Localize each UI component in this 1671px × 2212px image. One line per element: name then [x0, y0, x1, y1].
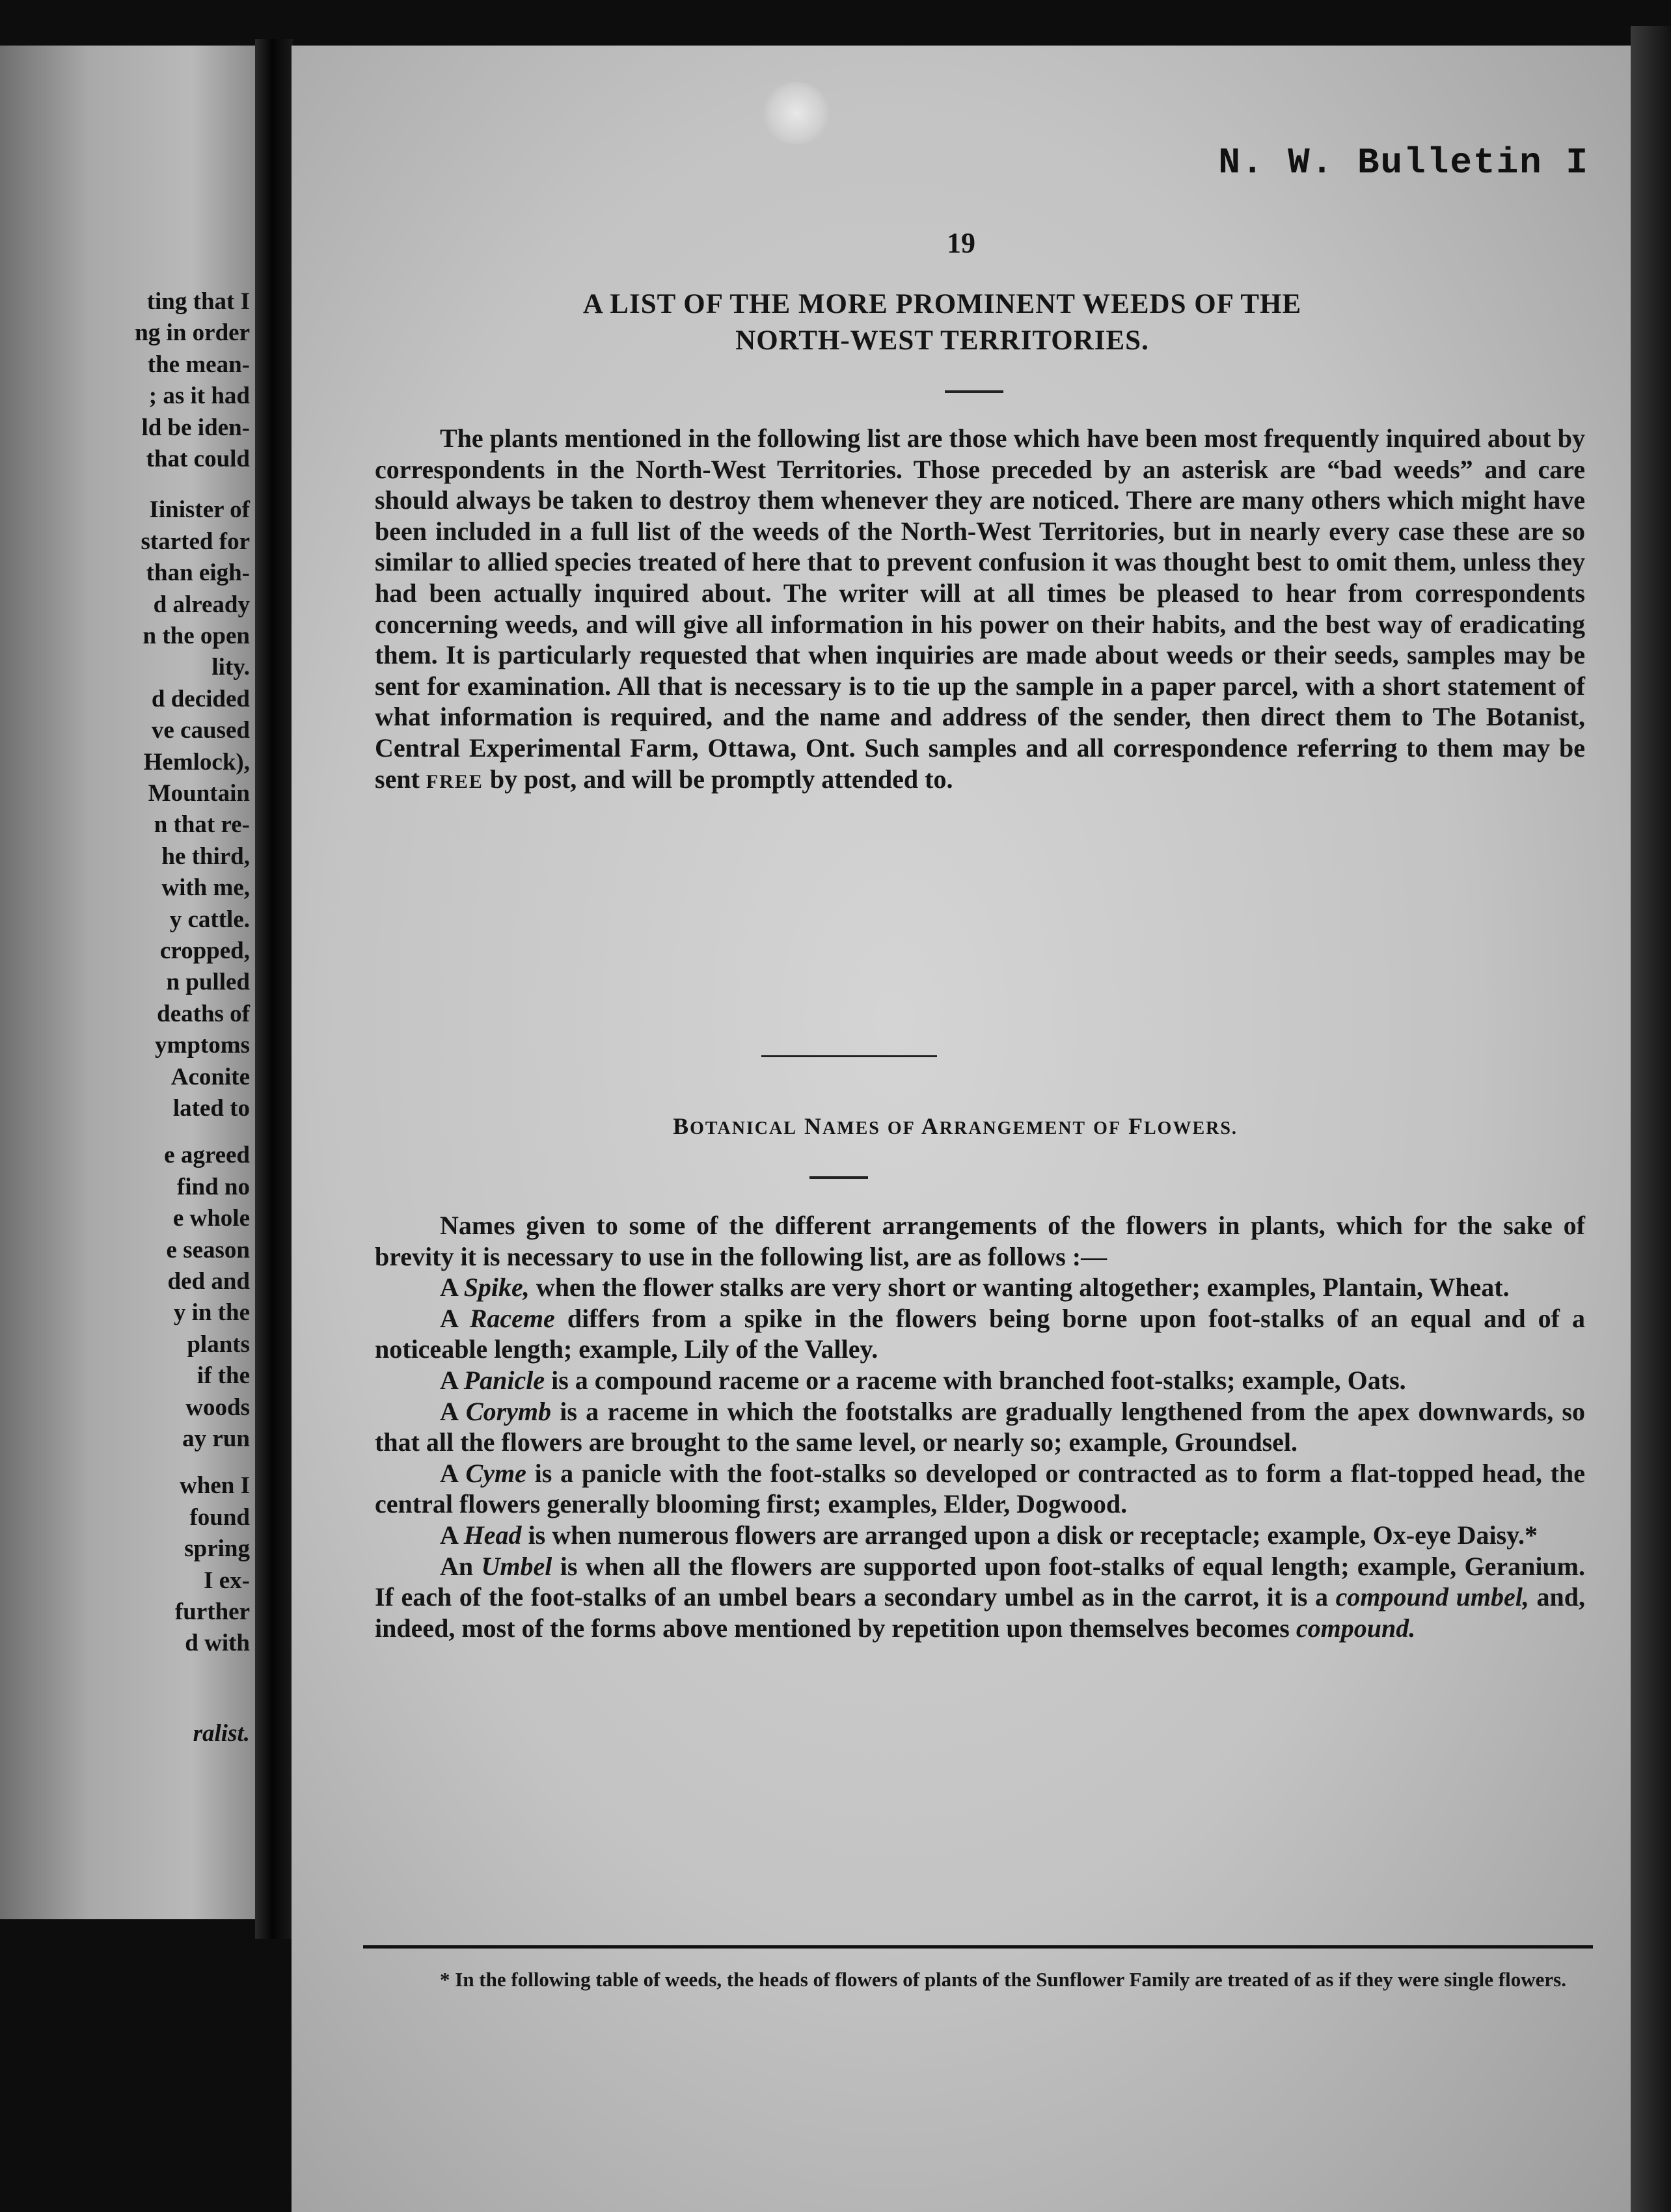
left-page-line: found — [189, 1504, 250, 1531]
left-page-line: d with — [185, 1630, 250, 1657]
left-page-line: ; as it had — [148, 383, 250, 410]
left-page-line: when I — [180, 1472, 250, 1500]
heading-of-2: OF — [1093, 1118, 1121, 1139]
footnote: * In the following table of weeds, the heads of flowers of plants of the Sunflower Family are treated of as if they were single flowers. — [440, 1968, 1566, 1991]
definition-cyme — [375, 1458, 1585, 1520]
left-page-line: ded and — [167, 1268, 250, 1295]
heading-rest-otanical: OTANICAL — [690, 1118, 797, 1139]
cyme-text: is a panicle with the foot-stalks so developed or contracted as to form a flat-topped head, the central flowers generally blooming first; examples, Elder, Dogwood. — [375, 1458, 1585, 1519]
left-page-fragment — [0, 46, 255, 1919]
left-page-line: d already — [153, 591, 250, 618]
term-spike: Spike, — [463, 1273, 530, 1302]
left-page-line: ng in order — [135, 319, 250, 347]
footnote-rule — [363, 1945, 1593, 1949]
left-page-line: spring — [184, 1535, 250, 1563]
corymb-article: A — [440, 1396, 457, 1426]
term-compound-umbel: compound umbel, — [1335, 1582, 1529, 1612]
left-page-line: ve caused — [151, 717, 250, 744]
left-page-line: further — [174, 1598, 250, 1625]
left-page-line: n the open — [143, 623, 250, 649]
left-page-line: that could — [146, 446, 250, 472]
left-page-line: Aconite — [170, 1063, 250, 1090]
left-page-line: he third, — [161, 843, 250, 870]
ink-blot — [761, 82, 832, 144]
definition-raceme — [375, 1303, 1585, 1365]
umbel-text-1: is when all the flowers are supported upon foot-stalks of equal length; example, Geranium. If each of the foot-stalks of an umbel bears a secondary umbel as in the carrot, it is a — [375, 1551, 1586, 1612]
right-page-edge — [1631, 26, 1671, 2212]
page-gutter — [255, 39, 293, 1939]
left-page-line: ting that I — [146, 288, 250, 315]
heading-of: OF — [887, 1118, 916, 1139]
bulletin-label: N. W. Bulletin I — [1218, 142, 1589, 183]
term-compound: compound. — [1296, 1613, 1416, 1643]
title-line-2: NORTH-WEST TERRITORIES. — [735, 325, 1149, 356]
raceme-article: A — [440, 1303, 457, 1333]
left-page-line: find no — [176, 1173, 250, 1200]
term-panicle: Panicle — [463, 1365, 545, 1395]
section-heading — [292, 1113, 1619, 1140]
term-corymb: Corymb — [465, 1396, 552, 1426]
head-article: A — [440, 1520, 457, 1550]
raceme-text: differs from a spike in the flowers being borne upon foot-stalks of an equal and of a noticeable length; example, Lily of the Valley. — [375, 1303, 1586, 1364]
left-page-line: cropped, — [159, 937, 250, 964]
heading-cap-a: A — [921, 1113, 940, 1139]
title-line-1: A LIST OF THE MORE PROMINENT WEEDS OF THE — [582, 289, 1302, 319]
arrangement-intro: Names given to some of the different arrangements of the flowers in plants, which for the sake of brevity it is necessary to use in the following list, are as follows :— — [375, 1211, 1585, 1271]
cyme-article: A — [440, 1458, 457, 1488]
heading-cap-n: N — [804, 1113, 822, 1139]
left-page-line: e season — [166, 1236, 250, 1263]
definition-spike — [375, 1272, 1585, 1303]
corymb-text: is a raceme in which the footstalks are gradually lengthened from the apex downwards, so that all the flowers are brought to the same level, or nearly so; example, Groundsel. — [375, 1396, 1585, 1457]
left-page-line: with me, — [161, 874, 250, 902]
left-page-line: started for — [141, 528, 250, 555]
intro-paragraph — [375, 423, 1585, 797]
definition-panicle — [375, 1365, 1585, 1396]
left-page-line: if the — [197, 1362, 250, 1390]
heading-rest-lowers: LOWERS. — [1143, 1118, 1238, 1139]
section-divider — [761, 1055, 937, 1057]
left-page-line: I ex- — [204, 1567, 250, 1594]
left-page-line: lity. — [211, 654, 250, 681]
term-umbel: Umbel — [481, 1551, 552, 1581]
intro-text-1: The plants mentioned in the following list are those which have been most frequently inquired about by correspondents in the North-West Territories. Those preceded by an asterisk are “bad weeds” and care should always be taken to destroy them whenever they are noticed. There are many others which might have been included in a full list of the weeds of the North-West Territories, but in nearly every case these are so similar to allied species treated of here that to prevent confusion it was thought best to omit them, unless they had been actually inquired about. The writer will at all times be pleased to hear from correspondents concerning weeds, and will give all information in his power on their habits, and the best way of eradicating them. It is particularly requested that when inquiries are made about weeds or their seeds, samples may be sent for examination. All that is necessary is to tie up the sample in a paper parcel, with a short statement of what information is required, and the name and address of the sender, then direct them to The Botanist, Central Experimental Farm, Ottawa, Ont. Such samples and all correspondence referring to them may be sent — [375, 424, 1585, 794]
left-page-line: ld be iden- — [141, 414, 250, 441]
page-title — [422, 286, 1463, 359]
spike-text: when the flower stalks are very short or wanting altogether; examples, Plantain, Wheat. — [536, 1273, 1510, 1302]
spike-article: A — [440, 1273, 457, 1302]
left-page-line: Hemlock), — [143, 748, 250, 776]
left-page-line: n pulled — [166, 969, 250, 996]
panicle-text: is a compound raceme or a raceme with branched foot-stalks; example, Oats. — [551, 1365, 1406, 1395]
main-page — [292, 46, 1631, 2212]
heading-cap-b: B — [673, 1113, 690, 1139]
left-page-line: the mean- — [147, 351, 250, 378]
left-page-line: y in the — [173, 1299, 250, 1327]
head-text: is when numerous flowers are arranged upon a disk or receptacle; example, Ox-eye Daisy.* — [528, 1520, 1538, 1550]
left-page-line: ay run — [182, 1425, 250, 1452]
term-head: Head — [463, 1520, 522, 1550]
definition-umbel — [375, 1551, 1585, 1644]
left-page-line: deaths of — [157, 1000, 250, 1027]
panicle-article: A — [440, 1365, 457, 1395]
arrangement-list — [375, 1210, 1585, 1643]
left-page-line: Mountain — [148, 780, 250, 807]
left-page-line: ymptoms — [155, 1032, 250, 1059]
term-raceme: Raceme — [469, 1303, 555, 1333]
left-page-line: d decided — [151, 685, 250, 712]
left-page-line: woods — [185, 1394, 250, 1421]
umbel-article: An — [440, 1551, 474, 1581]
left-page-line: y cattle. — [169, 906, 250, 933]
left-page-line: e agreed — [164, 1142, 250, 1169]
left-page-line: lated to — [172, 1095, 250, 1122]
title-rule — [945, 390, 1003, 393]
left-page-line: plants — [187, 1330, 250, 1358]
left-page-line: e whole — [172, 1205, 250, 1232]
left-page-line: n that re- — [154, 811, 250, 839]
umbel-text-2: and, indeed, most of the forms above mentioned by repetition upon themselves becomes — [375, 1582, 1586, 1643]
definition-corymb — [375, 1396, 1585, 1458]
heading-rest-ames: AMES — [822, 1118, 880, 1139]
left-page-line: Iinister of — [149, 496, 250, 524]
intro-text-2: by post, and will be promptly attended to. — [489, 764, 953, 794]
term-cyme: Cyme — [465, 1458, 526, 1488]
heading-rest-rrangement: RRANGEMENT — [939, 1118, 1087, 1139]
left-page-line: ralist. — [193, 1720, 250, 1747]
definition-head — [375, 1520, 1585, 1551]
heading-cap-f: F — [1128, 1113, 1144, 1139]
page-number: 19 — [947, 227, 975, 259]
free-word: FREE — [426, 770, 483, 792]
left-page-line: than eigh- — [146, 560, 250, 587]
section-heading-rule — [809, 1176, 868, 1179]
